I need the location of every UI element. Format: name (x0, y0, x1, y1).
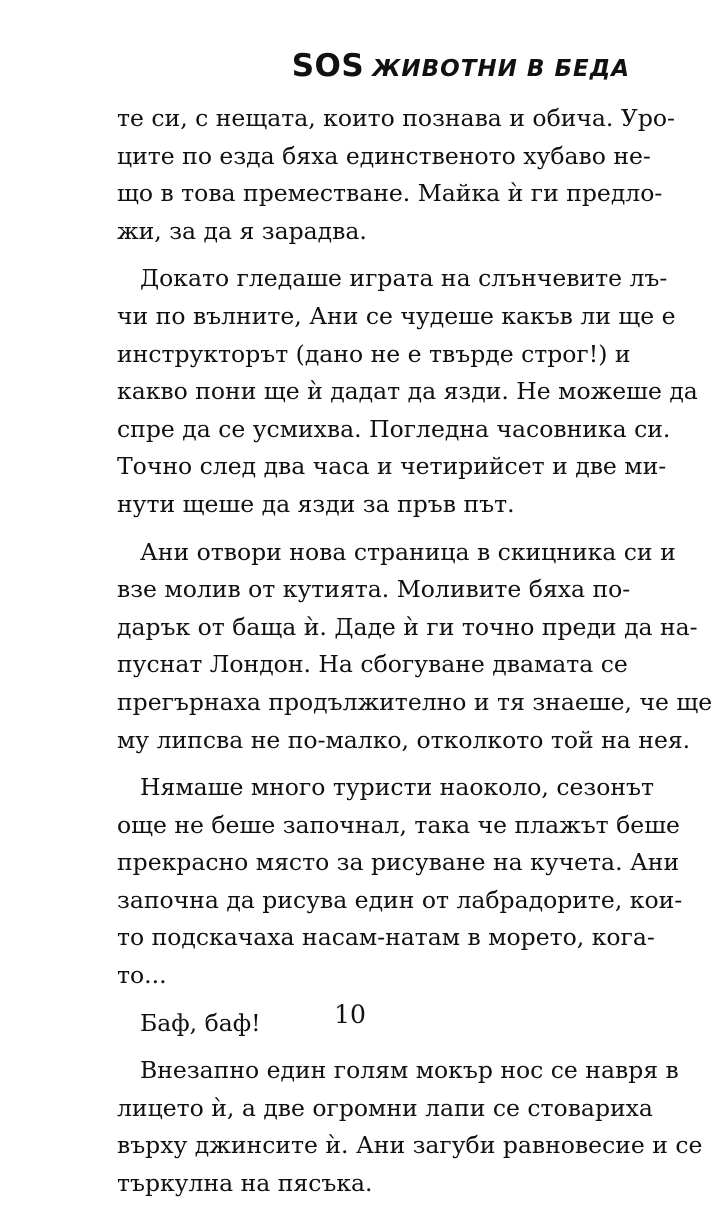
text-line: взе молив от кутията. Моливите бяха по- (117, 575, 631, 604)
paragraph (117, 769, 683, 995)
text-line: що в това преместване. Майка ѝ ги предло- (117, 179, 663, 208)
page-number: 10 (334, 1000, 366, 1029)
text-line: лицето ѝ, а две огромни лапи се стовариха (117, 1093, 653, 1122)
paragraph (117, 534, 712, 760)
running-header (292, 48, 630, 88)
text-line: жи, за да я зарадва. (117, 216, 367, 245)
text-line: чи по вълните, Ани се чудеше какъв ли ще е (117, 301, 676, 330)
text-line: търкулна на пясъка. (117, 1169, 373, 1198)
text-line: Докато гледаше играта на слънчевите лъ- (140, 264, 668, 293)
series-logo: SOS (291, 48, 365, 84)
text-line: започна да рисува един от лабрадорите, кои- (117, 885, 683, 914)
text-line: пуснат Лондон. На сбогуване двамата се (117, 650, 628, 679)
text-line: то подскачаха насам-натам в морето, кога- (117, 923, 655, 952)
paragraph (117, 1052, 703, 1202)
text-line: какво пони ще ѝ дадат да язди. Не можеше да (117, 377, 698, 406)
text-line: дарък от баща ѝ. Даде ѝ ги точно преди да на- (117, 612, 698, 641)
text-line: нути щеше да язди за пръв път. (117, 489, 515, 518)
series-subtitle: ЖИВОТНИ В БЕДА (372, 56, 630, 82)
text-line: ците по езда бяха единственото хубаво не- (117, 141, 651, 170)
text-line: му липсва не по-малко, отколкото той на нея. (117, 725, 691, 754)
text-line: Внезапно един голям мокър нос се навря в (140, 1056, 679, 1085)
text-line: прегърнаха продължително и тя знаеше, че ще (117, 687, 712, 716)
text-line: прекрасно място за рисуване на кучета. Ани (117, 848, 680, 877)
text-line: инструкторът (дано не е твърде строг!) и (117, 339, 631, 368)
body-text (117, 100, 712, 1213)
text-line: те си, с нещата, които познава и обича. Уро- (117, 104, 675, 132)
text-line: още не беше започнал, така че плажът беше (117, 810, 680, 839)
paragraph (117, 100, 675, 250)
paragraph (117, 260, 698, 523)
text-line: Ани отвори нова страница в скицника си и (140, 537, 676, 566)
text-line: Баф, баф! (140, 1008, 261, 1037)
text-line: спре да се усмихва. Погледна часовника си. (117, 414, 671, 443)
text-line: то... (117, 961, 167, 990)
text-line: върху джинсите ѝ. Ани загуби равновесие и се (117, 1131, 703, 1160)
text-line: Точно след два часа и четирийсет и две ми- (117, 452, 667, 481)
text-line: Нямаше много туристи наоколо, сезонът (140, 773, 655, 802)
